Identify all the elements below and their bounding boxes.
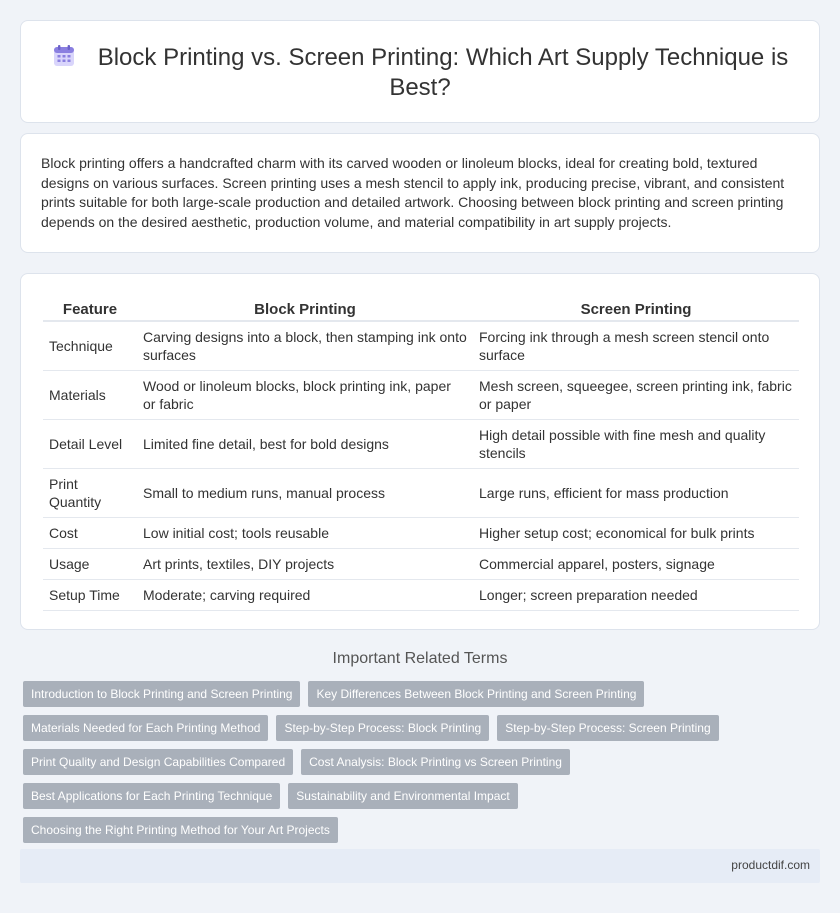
feature-cell: Materials: [43, 371, 137, 420]
related-term-link[interactable]: Materials Needed for Each Printing Method: [23, 715, 268, 741]
table-row: [43, 469, 799, 518]
table-header-row: [43, 296, 799, 321]
title-card: [20, 20, 820, 123]
calendar-grid-icon: [52, 44, 76, 68]
block-printing-cell: Low initial cost; tools reusable: [137, 518, 473, 549]
related-term-link[interactable]: Step-by-Step Process: Block Printing: [276, 715, 489, 741]
table-row: [43, 580, 799, 611]
related-term-link[interactable]: Best Applications for Each Printing Technique: [23, 783, 280, 809]
comparison-card: [20, 273, 820, 630]
table-row: [43, 518, 799, 549]
related-term-link[interactable]: Step-by-Step Process: Screen Printing: [497, 715, 718, 741]
screen-printing-cell: Large runs, efficient for mass production: [473, 469, 799, 518]
block-printing-cell: Moderate; carving required: [137, 580, 473, 611]
feature-cell: Technique: [43, 321, 137, 371]
table-row: [43, 549, 799, 580]
screen-printing-cell: Commercial apparel, posters, signage: [473, 549, 799, 580]
intro-paragraph: Block printing offers a handcrafted charm with its carved wooden or linoleum blocks, ideal for creating bold, textured designs on various surfaces. Screen printing uses a mesh stencil to apply ink, producing precise, vibrant, and consistent prints suitable for both large-scale production and detailed artwork. Choosing between block printing and screen printing depends on the desired aesthetic, production volume, and material compatibility in art supply projects.: [41, 155, 785, 230]
block-printing-cell: Small to medium runs, manual process: [137, 469, 473, 518]
block-printing-cell: Art prints, textiles, DIY projects: [137, 549, 473, 580]
screen-printing-cell: Mesh screen, squeegee, screen printing ink, fabric or paper: [473, 371, 799, 420]
related-term-link[interactable]: Sustainability and Environmental Impact: [288, 783, 517, 809]
intro-card: [20, 133, 820, 253]
related-terms-list: [23, 681, 723, 851]
header-block-printing: Block Printing: [137, 296, 473, 321]
block-printing-cell: Limited fine detail, best for bold designs: [137, 420, 473, 469]
block-printing-cell: Wood or linoleum blocks, block printing ink, paper or fabric: [137, 371, 473, 420]
related-term-link[interactable]: Introduction to Block Printing and Screen Printing: [23, 681, 300, 707]
table-row: [43, 371, 799, 420]
feature-cell: Print Quantity: [43, 469, 137, 518]
screen-printing-cell: Longer; screen preparation needed: [473, 580, 799, 611]
feature-cell: Cost: [43, 518, 137, 549]
screen-printing-cell: Higher setup cost; economical for bulk prints: [473, 518, 799, 549]
table-row: [43, 321, 799, 371]
related-term-link[interactable]: Choosing the Right Printing Method for Your Art Projects: [23, 817, 338, 843]
related-term-link[interactable]: Cost Analysis: Block Printing vs Screen Printing: [301, 749, 570, 775]
page-title: Block Printing vs. Screen Printing: Which Art Supply Technique is Best?: [97, 44, 789, 101]
footer-bar: [20, 849, 820, 883]
feature-cell: Usage: [43, 549, 137, 580]
related-term-link[interactable]: Key Differences Between Block Printing and Screen Printing: [308, 681, 644, 707]
header-screen-printing: Screen Printing: [473, 296, 799, 321]
block-printing-cell: Carving designs into a block, then stamping ink onto surfaces: [137, 321, 473, 371]
screen-printing-cell: Forcing ink through a mesh screen stencil onto surface: [473, 321, 799, 371]
table-row: [43, 420, 799, 469]
screen-printing-cell: High detail possible with fine mesh and quality stencils: [473, 420, 799, 469]
comparison-table: [43, 296, 799, 611]
header-feature: Feature: [43, 296, 137, 321]
feature-cell: Detail Level: [43, 420, 137, 469]
related-term-link[interactable]: Print Quality and Design Capabilities Compared: [23, 749, 293, 775]
related-terms-heading: Important Related Terms: [332, 650, 508, 667]
feature-cell: Setup Time: [43, 580, 137, 611]
footer-site-link[interactable]: productdif.com: [731, 858, 810, 872]
page-title-wrap: [51, 43, 789, 103]
